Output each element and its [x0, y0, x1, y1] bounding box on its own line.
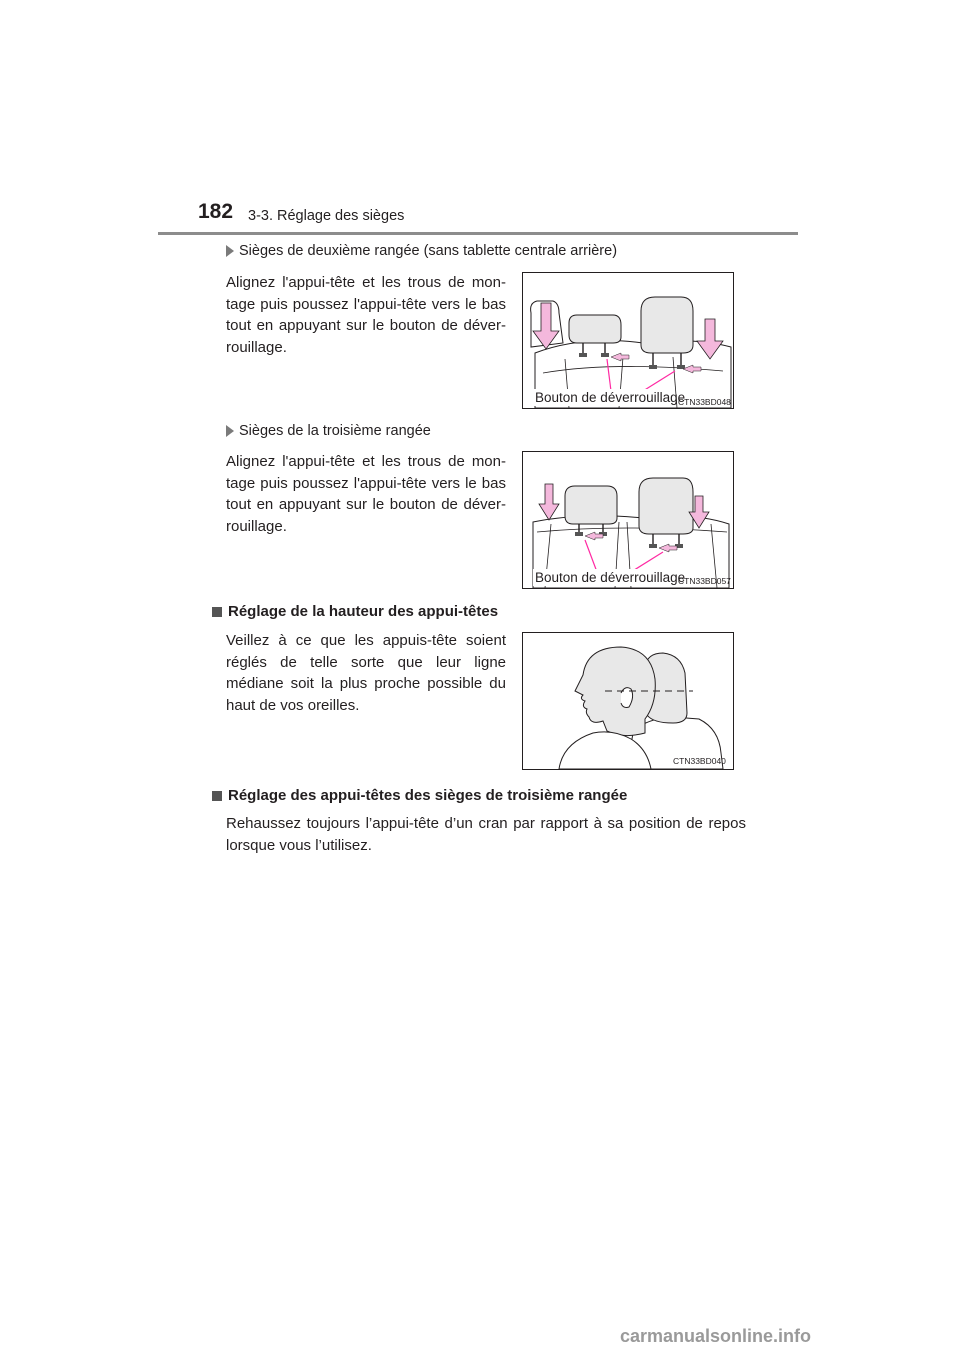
third-row-adjust-paragraph: Rehaussez toujours l’appui-tête d’un cran par rapport à sa position de repos lorsque vous l’utilisez.	[226, 815, 746, 854]
third-row-release-label: Bouton de déverrouillage	[535, 570, 686, 585]
second-row-figure-code: CTN33BD048	[678, 397, 731, 407]
second-row-heading	[226, 243, 617, 259]
second-row-paragraph: Alignez l'appui-tête et les trous de mon-tage puis poussez l'appui-tête vers le bas tout en appuyant sur le bouton de déver-rouillage.	[226, 274, 506, 356]
second-row-figure	[522, 272, 734, 409]
height-paragraph: Veillez à ce que les appuis-tête soient réglés de telle sorte que leur ligne médiane soit la plus proche possible du haut de vos oreilles.	[226, 632, 506, 714]
third-row-figure-code: CTN33BD057	[678, 576, 731, 586]
third-row-heading-text: Sièges de la troisième rangée	[239, 423, 431, 439]
height-section-title: Réglage de la hauteur des appui-têtes	[228, 603, 499, 620]
page-number: 182	[198, 200, 234, 223]
headrest-height-figure-code: CTN33BD040	[673, 756, 726, 766]
square-bullet-icon	[212, 607, 222, 617]
header-divider	[158, 232, 798, 235]
third-row-adjust-heading	[212, 787, 627, 804]
watermark: carmanualsonline.info	[620, 1326, 812, 1346]
third-row-paragraph: Alignez l'appui-tête et les trous de mon-tage puis poussez l'appui-tête vers le bas tout en appuyant sur le bouton de déver-rouillage.	[226, 453, 506, 535]
triangle-bullet-icon	[226, 245, 234, 257]
third-row-adjust-title: Réglage des appui-têtes des sièges de troisième rangée	[228, 787, 628, 804]
third-row-figure	[522, 451, 734, 589]
triangle-bullet-icon	[226, 425, 234, 437]
second-row-heading-text: Sièges de deuxième rangée (sans tablette centrale arrière)	[239, 243, 618, 259]
chapter-title: 3-3. Réglage des sièges	[248, 208, 405, 224]
second-row-release-label: Bouton de déverrouillage	[535, 390, 686, 405]
third-row-heading	[226, 423, 431, 439]
headrest-height-figure	[522, 632, 734, 770]
square-bullet-icon	[212, 791, 222, 801]
height-section-heading	[212, 603, 498, 620]
